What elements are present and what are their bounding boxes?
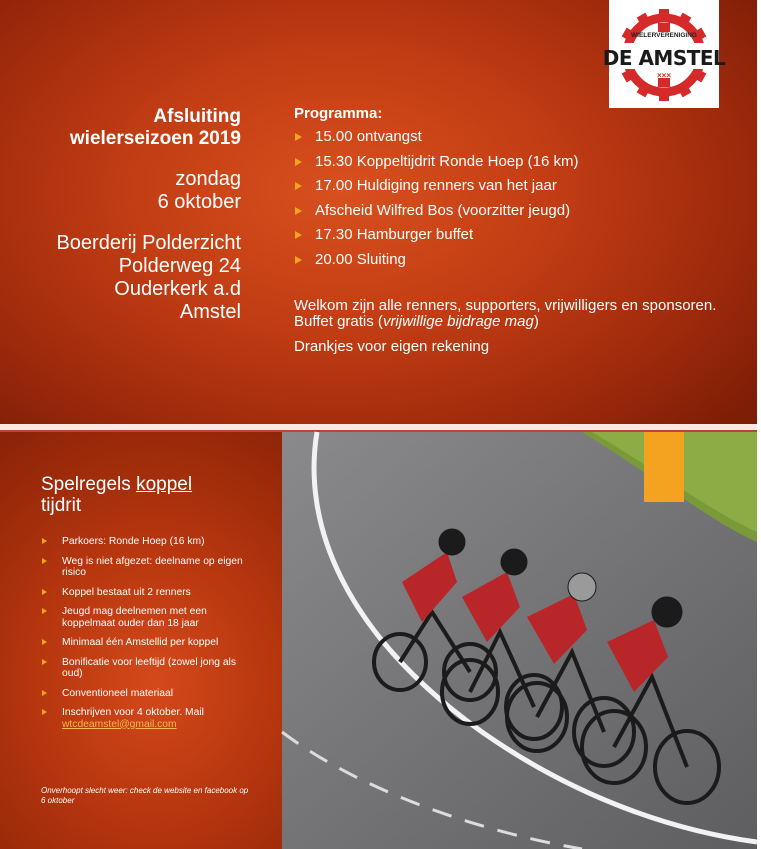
rules: [41, 474, 256, 738]
bullet-arrow-icon: [295, 256, 302, 264]
program: [294, 104, 734, 355]
logo-name: DE AMSTEL: [602, 46, 726, 70]
bullet-arrow-icon: [42, 709, 47, 715]
bullet-arrow-icon: [42, 659, 47, 665]
program-list: [294, 128, 734, 269]
logo-marks: ×××: [656, 71, 672, 80]
list-item: 17.30 Hamburger buffet: [294, 226, 734, 244]
cyclists-photo-image: [282, 432, 757, 849]
welcome-text: Welkom zijn alle renners, supporters, vrijwilligers en sponsoren.: [294, 296, 717, 314]
bullet-arrow-icon: [42, 608, 47, 614]
event-address: Boerderij Polderzicht Polderweg 24 Ouderkerk a.d Amstel: [56, 232, 241, 323]
rules-heading: Spelregels koppel tijdrit: [41, 474, 193, 516]
bullet-arrow-icon: [42, 558, 47, 564]
list-item: Afscheid Wilfred Bos (voorzitter jeugd): [294, 202, 734, 220]
list-item: Minimaal één Amstellid per koppel: [41, 637, 256, 649]
event-info: [56, 106, 241, 324]
club-logo: [602, 0, 726, 108]
bullet-arrow-icon: [42, 639, 47, 645]
gear-logo-icon: [602, 0, 726, 108]
program-heading: Programma:: [294, 105, 383, 122]
page-edge: [757, 0, 761, 849]
list-item: Bonificatie voor leeftijd (zowel jong als oud): [41, 657, 256, 680]
bullet-arrow-icon: [295, 231, 302, 239]
bullet-arrow-icon: [42, 690, 47, 696]
bullet-arrow-icon: [295, 133, 302, 141]
list-item: 15.30 Koppeltijdrit Ronde Hoep (16 km): [294, 153, 734, 171]
bullet-arrow-icon: [42, 538, 47, 544]
weather-note: Onverhoopt slecht weer: check de website en facebook op 6 oktober: [41, 786, 249, 805]
list-item: 15.00 ontvangst: [294, 128, 734, 146]
bullet-arrow-icon: [295, 182, 302, 190]
list-item: Conventioneel materiaal: [41, 688, 256, 700]
list-item: Inschrijven voor 4 oktober. Mail wtcdeamstel@gmail.com: [41, 707, 256, 730]
list-item: 17.00 Huldiging renners van het jaar: [294, 177, 734, 195]
cyclists-photo: [282, 432, 757, 849]
list-item: Jeugd mag deelnemen met een koppelmaat ouder dan 18 jaar: [41, 606, 256, 629]
bullet-arrow-icon: [295, 207, 302, 215]
list-item: Parkoers: Ronde Hoep (16 km): [41, 536, 256, 548]
list-item: 20.00 Sluiting: [294, 251, 734, 269]
bullet-arrow-icon: [295, 158, 302, 166]
bullet-arrow-icon: [42, 589, 47, 595]
email-link[interactable]: wtcdeamstel@gmail.com: [62, 718, 177, 730]
event-title: Afsluiting wielerseizoen 2019: [69, 106, 241, 149]
event-date: zondag 6 oktober: [157, 168, 241, 213]
logo-arc-text: WIELERVERENIGING: [631, 32, 697, 39]
rules-list: [41, 536, 256, 730]
buffet-text: Buffet gratis (vrijwillige bijdrage mag): [294, 312, 539, 330]
list-item: Koppel bestaat uit 2 renners: [41, 587, 256, 599]
list-item: Weg is niet afgezet: deelname op eigen risico: [41, 556, 256, 579]
drinks-text: Drankjes voor eigen rekening: [294, 337, 490, 355]
